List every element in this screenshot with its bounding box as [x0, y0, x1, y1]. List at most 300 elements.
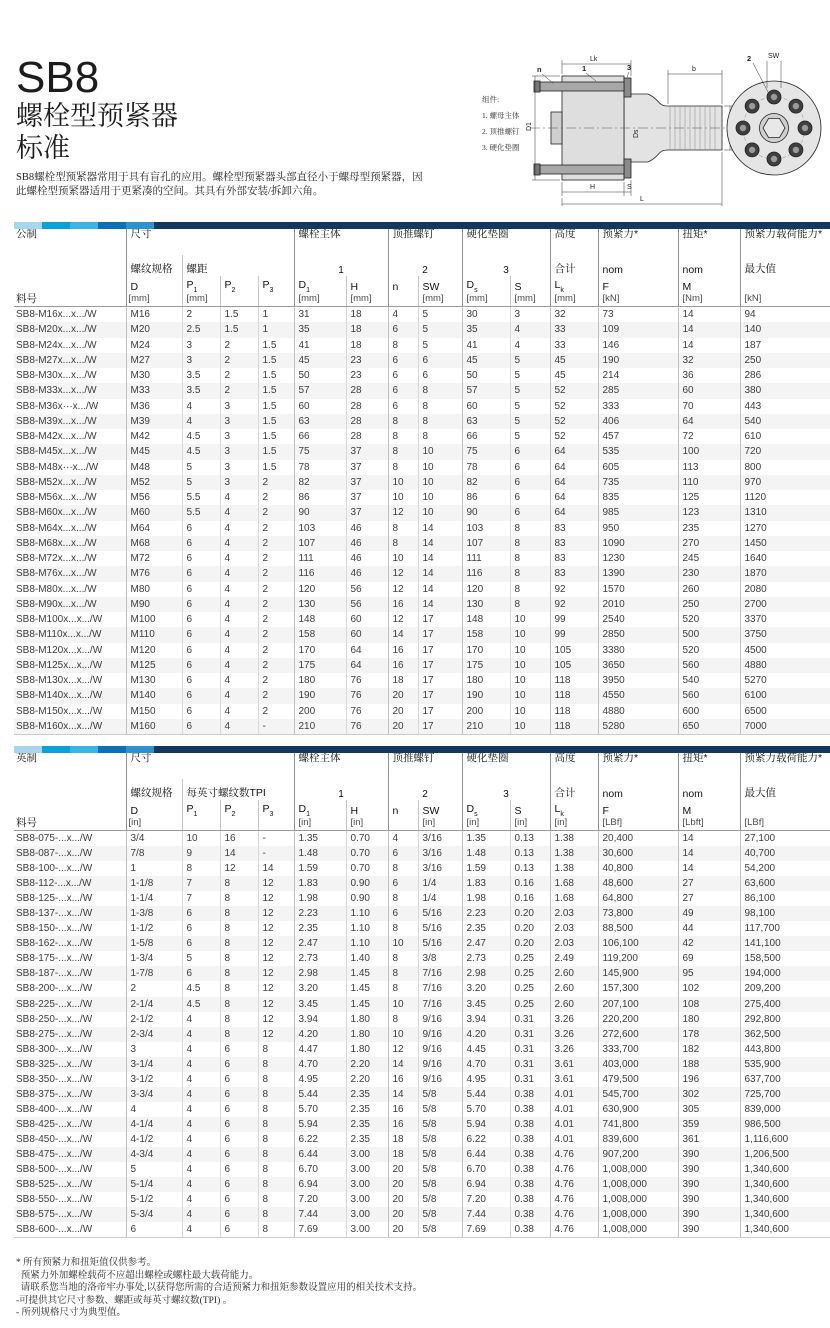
value-cell: 20,400: [598, 831, 678, 847]
value-cell: 37: [346, 444, 388, 459]
value-cell: 4.47: [294, 1042, 346, 1057]
value-cell: 9: [182, 846, 220, 861]
value-cell: 103: [462, 521, 510, 536]
value-cell: 141,100: [740, 936, 830, 951]
value-cell: 16: [220, 831, 258, 847]
value-cell: 560: [678, 688, 740, 703]
value-cell: 2: [182, 307, 220, 323]
value-cell: 40,700: [740, 846, 830, 861]
value-cell: 2.60: [550, 966, 598, 981]
value-cell: 200: [462, 704, 510, 719]
value-cell: 123: [678, 505, 740, 520]
group-header: 预紧力载荷能力*: [740, 229, 830, 255]
col-unit: [220, 293, 258, 307]
value-cell: 8: [220, 936, 258, 951]
value-cell: 637,700: [740, 1072, 830, 1087]
value-cell: 260: [678, 582, 740, 597]
component-item: 2. 顶推螺钉: [482, 127, 520, 136]
value-cell: 1.38: [550, 861, 598, 876]
value-cell: 42: [678, 936, 740, 951]
value-cell: 403,000: [598, 1057, 678, 1072]
page-title: SB8: [16, 53, 100, 102]
table-row: [14, 704, 830, 719]
value-cell: 2: [258, 521, 294, 536]
value-cell: 8: [388, 966, 418, 981]
component-legend: [482, 94, 520, 152]
value-cell: 986,500: [740, 1117, 830, 1132]
value-cell: 0.31: [510, 1027, 550, 1042]
table-row: [14, 1192, 830, 1207]
value-cell: 2.35: [346, 1132, 388, 1147]
part-number-cell: SB8-100-...x.../W: [16, 863, 93, 875]
value-cell: 7: [182, 891, 220, 906]
value-cell: 64: [346, 643, 388, 658]
part-number-cell: SB8-450-...x.../W: [16, 1133, 93, 1145]
part-number-cell: SB8-375-...x.../W: [16, 1088, 93, 1100]
value-cell: 0.38: [510, 1147, 550, 1162]
value-cell: 4.95: [294, 1072, 346, 1087]
col-symbol: $L_k$: [550, 276, 598, 293]
value-cell: 130: [294, 597, 346, 612]
value-cell: 5: [510, 368, 550, 383]
col-symbol: [740, 276, 830, 293]
value-cell: 3950: [598, 673, 678, 688]
value-cell: 60: [346, 612, 388, 627]
row-header: 料号: [14, 276, 126, 307]
part-number-cell: SB8-M24x...x.../W: [16, 339, 97, 351]
part-number-cell: SB8-325-...x.../W: [16, 1058, 93, 1070]
part-number-cell: SB8-162-...x.../W: [16, 938, 93, 950]
value-cell: M52: [126, 475, 182, 490]
value-cell: 20: [388, 1177, 418, 1192]
value-cell: 10: [182, 831, 220, 847]
group-header: 顶推螺钉: [388, 753, 462, 779]
value-cell: 4.01: [550, 1117, 598, 1132]
value-cell: 605: [598, 460, 678, 475]
value-cell: 0.31: [510, 1012, 550, 1027]
value-cell: 5270: [740, 673, 830, 688]
value-cell: 8: [388, 414, 418, 429]
col-unit: [mm]: [126, 293, 182, 307]
group-header: 顶推螺钉: [388, 229, 462, 255]
value-cell: 8: [220, 951, 258, 966]
value-cell: 2: [258, 688, 294, 703]
group-header: 螺栓主体: [294, 229, 388, 255]
value-cell: 14: [678, 307, 740, 323]
callout-3: 3: [627, 63, 632, 72]
table-title: 公制: [16, 229, 37, 240]
value-cell: 0.38: [510, 1162, 550, 1177]
group-header: 尺寸: [126, 753, 294, 779]
value-cell: 839,600: [598, 1132, 678, 1147]
part-number-cell: SB8-M16x...x.../W: [16, 309, 97, 321]
value-cell: 32: [550, 307, 598, 323]
value-cell: 12: [388, 566, 418, 581]
value-cell: 4: [220, 597, 258, 612]
part-number-cell: SB8-M52x...x.../W: [16, 476, 97, 488]
value-cell: 1-5/8: [126, 936, 182, 951]
value-cell: 95: [678, 966, 740, 981]
value-cell: 40,800: [598, 861, 678, 876]
page-subtitle: 螺栓型预紧器: [16, 101, 178, 131]
col-symbol: $D_s$: [462, 800, 510, 817]
col-unit: [in]: [294, 817, 346, 831]
value-cell: 8: [388, 536, 418, 551]
value-cell: 5/8: [418, 1192, 462, 1207]
table-row: [14, 414, 830, 429]
value-cell: 0.13: [510, 846, 550, 861]
value-cell: 2850: [598, 627, 678, 642]
part-number-cell: SB8-M33x...x.../W: [16, 385, 97, 397]
value-cell: 17: [418, 643, 462, 658]
value-cell: 10: [418, 505, 462, 520]
value-cell: 8: [258, 1057, 294, 1072]
value-cell: 390: [678, 1222, 740, 1238]
value-cell: 158: [294, 627, 346, 642]
group-number: 2: [388, 779, 462, 800]
value-cell: 6: [182, 566, 220, 581]
col-symbol: S: [510, 800, 550, 817]
value-cell: 16: [388, 1072, 418, 1087]
value-cell: 18: [388, 673, 418, 688]
value-cell: 16: [388, 1102, 418, 1117]
value-cell: 83: [550, 536, 598, 551]
value-cell: 1,340,600: [740, 1177, 830, 1192]
value-cell: 10: [388, 475, 418, 490]
jackbolt-top: [540, 82, 624, 91]
part-number-cell: SB8-M20x...x.../W: [16, 324, 97, 336]
value-cell: 839,000: [740, 1102, 830, 1117]
table-row: [14, 505, 830, 520]
value-cell: 4550: [598, 688, 678, 703]
col-symbol: [740, 800, 830, 817]
col-symbol: $L_k$: [550, 800, 598, 817]
value-cell: 8: [182, 861, 220, 876]
value-cell: 8: [418, 399, 462, 414]
value-cell: 2: [258, 475, 294, 490]
value-cell: 3370: [740, 612, 830, 627]
value-cell: 1230: [598, 551, 678, 566]
end-view: [727, 61, 821, 175]
value-cell: 6: [220, 1072, 258, 1087]
part-number-cell: SB8-M72x...x.../W: [16, 553, 97, 565]
part-number-cell: SB8-475-...x.../W: [16, 1149, 93, 1160]
value-cell: 0.90: [346, 876, 388, 891]
value-cell: 4.95: [462, 1072, 510, 1087]
value-cell: 1.5: [258, 338, 294, 353]
value-cell: 540: [678, 673, 740, 688]
value-cell: 12: [220, 861, 258, 876]
value-cell: 3650: [598, 658, 678, 673]
table-row: [14, 861, 830, 876]
value-cell: 14: [418, 597, 462, 612]
value-cell: 1.5: [258, 444, 294, 459]
value-cell: 0.31: [510, 1072, 550, 1087]
value-cell: 78: [294, 460, 346, 475]
value-cell: 57: [462, 383, 510, 398]
group-header: 尺寸: [126, 229, 294, 255]
value-cell: 20: [388, 1207, 418, 1222]
thread-spec-label: 螺纹规格: [126, 255, 182, 276]
value-cell: 650: [678, 719, 740, 735]
imperial-table-section: [14, 746, 830, 1238]
value-cell: 8: [258, 1117, 294, 1132]
value-cell: 4: [220, 505, 258, 520]
value-cell: 12: [258, 921, 294, 936]
value-cell: 10: [510, 658, 550, 673]
col-unit: [in]: [126, 817, 182, 831]
value-cell: 17: [418, 704, 462, 719]
col-unit: [in]: [418, 817, 462, 831]
value-cell: 6: [182, 936, 220, 951]
value-cell: 27: [678, 876, 740, 891]
value-cell: 8: [388, 338, 418, 353]
value-cell: 2: [258, 490, 294, 505]
value-cell: 8: [388, 521, 418, 536]
table-row: [14, 846, 830, 861]
part-number-cell: SB8-500-...x.../W: [16, 1164, 93, 1176]
value-cell: 270: [678, 536, 740, 551]
col-unit: [mm]: [294, 293, 346, 307]
table-row: [14, 399, 830, 414]
value-cell: 5/8: [418, 1147, 462, 1162]
value-cell: 88,500: [598, 921, 678, 936]
value-cell: 75: [294, 444, 346, 459]
preload-nom-label: nom: [598, 779, 678, 800]
value-cell: 3/16: [418, 846, 462, 861]
value-cell: 4-1/2: [126, 1132, 182, 1147]
accent-bar-segment: [42, 746, 70, 753]
value-cell: M36: [126, 399, 182, 414]
value-cell: 6: [220, 1057, 258, 1072]
value-cell: 5/8: [418, 1222, 462, 1238]
value-cell: 50: [294, 368, 346, 383]
value-cell: 45: [462, 353, 510, 368]
value-cell: 66: [294, 429, 346, 444]
dim-label-s: S: [627, 184, 632, 191]
table-row: [14, 460, 830, 475]
value-cell: 105: [550, 658, 598, 673]
value-cell: 8: [258, 1087, 294, 1102]
value-cell: 83: [550, 566, 598, 581]
value-cell: 1.10: [346, 936, 388, 951]
value-cell: 3-1/4: [126, 1057, 182, 1072]
value-cell: 0.38: [510, 1207, 550, 1222]
value-cell: 5: [510, 353, 550, 368]
value-cell: 116: [462, 566, 510, 581]
value-cell: 7.20: [294, 1192, 346, 1207]
col-unit: [220, 817, 258, 831]
dim-label-l: L: [640, 196, 644, 203]
value-cell: 36: [678, 368, 740, 383]
footnote-line: 请联系您当地的洛帝牢办事处,以获得您所需的合适预紧力和扭矩参数设置应用的相关技术支持。: [16, 1283, 423, 1294]
value-cell: 1.98: [294, 891, 346, 906]
table-row: [14, 1177, 830, 1192]
value-cell: 5: [182, 951, 220, 966]
accent-bar-main: [154, 222, 830, 229]
value-cell: 64: [550, 505, 598, 520]
part-number-cell: SB8-250-...x.../W: [16, 1013, 93, 1025]
value-cell: 146: [598, 338, 678, 353]
value-cell: 6: [510, 444, 550, 459]
value-cell: 158: [462, 627, 510, 642]
value-cell: 3.26: [550, 1012, 598, 1027]
col-unit: [in]: [510, 817, 550, 831]
value-cell: 735: [598, 475, 678, 490]
value-cell: 5: [126, 1162, 182, 1177]
value-cell: 5-3/4: [126, 1207, 182, 1222]
value-cell: 600: [678, 704, 740, 719]
value-cell: 390: [678, 1147, 740, 1162]
col-symbol: $P_1$: [182, 800, 220, 817]
value-cell: 5.5: [182, 490, 220, 505]
part-number-cell: SB8-M110x...x.../W: [16, 629, 102, 641]
value-cell: 250: [740, 353, 830, 368]
component-item: 1. 螺母主体: [482, 111, 520, 120]
value-cell: 10: [418, 444, 462, 459]
torque-nom-label: nom: [678, 779, 740, 800]
value-cell: 4: [220, 643, 258, 658]
part-number-cell: SB8-M36x···x.../W: [16, 400, 99, 412]
accent-bar-segment: [126, 222, 154, 229]
col-unit: [mm]: [462, 293, 510, 307]
value-cell: 46: [346, 521, 388, 536]
value-cell: 14: [388, 1057, 418, 1072]
value-cell: 178: [678, 1027, 740, 1042]
table-row: [14, 921, 830, 936]
value-cell: 6: [182, 627, 220, 642]
value-cell: 10: [510, 643, 550, 658]
value-cell: 0.38: [510, 1192, 550, 1207]
preload-nom-label: nom: [598, 255, 678, 276]
col-symbol: n: [388, 800, 418, 817]
value-cell: 107: [294, 536, 346, 551]
value-cell: 14: [258, 861, 294, 876]
col-unit: [388, 293, 418, 307]
value-cell: 33: [550, 338, 598, 353]
value-cell: 1,008,000: [598, 1192, 678, 1207]
value-cell: 14: [418, 536, 462, 551]
value-cell: 6100: [740, 688, 830, 703]
value-cell: 4500: [740, 643, 830, 658]
value-cell: 6: [388, 322, 418, 337]
col-unit: [in]: [462, 817, 510, 831]
value-cell: 6: [220, 1117, 258, 1132]
value-cell: 2.5: [182, 322, 220, 337]
value-cell: 5: [510, 429, 550, 444]
value-cell: 286: [740, 368, 830, 383]
value-cell: 98,100: [740, 906, 830, 921]
value-cell: 1.35: [462, 831, 510, 847]
value-cell: 7: [182, 876, 220, 891]
value-cell: 5.94: [462, 1117, 510, 1132]
value-cell: 46: [346, 536, 388, 551]
value-cell: 180: [462, 673, 510, 688]
value-cell: 3.94: [294, 1012, 346, 1027]
value-cell: 120: [462, 582, 510, 597]
col-unit: [mm]: [418, 293, 462, 307]
part-number-cell: SB8-M48x···x.../W: [16, 461, 99, 473]
value-cell: 14: [418, 521, 462, 536]
table-row: [14, 597, 830, 612]
value-cell: 3.45: [294, 997, 346, 1012]
col-symbol: S: [510, 276, 550, 293]
part-number-cell: SB8-M140x...x.../W: [16, 690, 103, 702]
value-cell: 92: [550, 597, 598, 612]
value-cell: 16: [388, 597, 418, 612]
value-cell: 20: [388, 1222, 418, 1238]
value-cell: 3380: [598, 643, 678, 658]
value-cell: 3.00: [346, 1177, 388, 1192]
value-cell: 4: [182, 1042, 220, 1057]
value-cell: 292,800: [740, 1012, 830, 1027]
part-number-cell: SB8-187-...x.../W: [16, 968, 93, 980]
value-cell: 0.16: [510, 876, 550, 891]
value-cell: M68: [126, 536, 182, 551]
value-cell: 6: [510, 505, 550, 520]
value-cell: 48,600: [598, 876, 678, 891]
value-cell: M33: [126, 383, 182, 398]
part-number-cell: SB8-M45x...x.../W: [16, 446, 97, 458]
group-number: 1: [294, 255, 388, 276]
value-cell: 5: [510, 399, 550, 414]
value-cell: 1,340,600: [740, 1222, 830, 1238]
max-value-label: 最大值: [740, 779, 830, 800]
value-cell: 64: [550, 490, 598, 505]
value-cell: 0.20: [510, 936, 550, 951]
torque-nom-label: nom: [678, 255, 740, 276]
table-row: [14, 1147, 830, 1162]
value-cell: 157,300: [598, 981, 678, 996]
value-cell: 2-1/4: [126, 997, 182, 1012]
value-cell: 8: [220, 906, 258, 921]
value-cell: 302: [678, 1087, 740, 1102]
value-cell: 9/16: [418, 1072, 462, 1087]
accent-bar-main: [154, 746, 830, 753]
value-cell: 180: [294, 673, 346, 688]
value-cell: 1270: [740, 521, 830, 536]
height-total-label: 合计: [550, 255, 598, 276]
value-cell: 6: [220, 1192, 258, 1207]
value-cell: 8: [220, 1027, 258, 1042]
value-cell: 3.00: [346, 1207, 388, 1222]
value-cell: 4: [220, 627, 258, 642]
value-cell: 20: [388, 719, 418, 735]
row-header: 料号: [14, 800, 126, 831]
value-cell: 4: [182, 1102, 220, 1117]
value-cell: 4: [220, 673, 258, 688]
value-cell: 1: [258, 322, 294, 337]
value-cell: 86,100: [740, 891, 830, 906]
value-cell: 6: [418, 353, 462, 368]
table-row: [14, 1102, 830, 1117]
col-symbol: $P_3$: [258, 800, 294, 817]
value-cell: 3.00: [346, 1222, 388, 1238]
value-cell: 6: [182, 906, 220, 921]
part-number-cell: SB8-M42x...x.../W: [16, 431, 97, 443]
table-row: [14, 719, 830, 735]
value-cell: 5-1/2: [126, 1192, 182, 1207]
col-unit: [258, 293, 294, 307]
value-cell: 2: [258, 612, 294, 627]
value-cell: 0.38: [510, 1087, 550, 1102]
col-unit: [mm]: [346, 293, 388, 307]
value-cell: 1.80: [346, 1027, 388, 1042]
col-unit: [LBf]: [740, 817, 830, 831]
value-cell: 6: [220, 1162, 258, 1177]
value-cell: 210: [462, 719, 510, 735]
value-cell: 170: [294, 643, 346, 658]
